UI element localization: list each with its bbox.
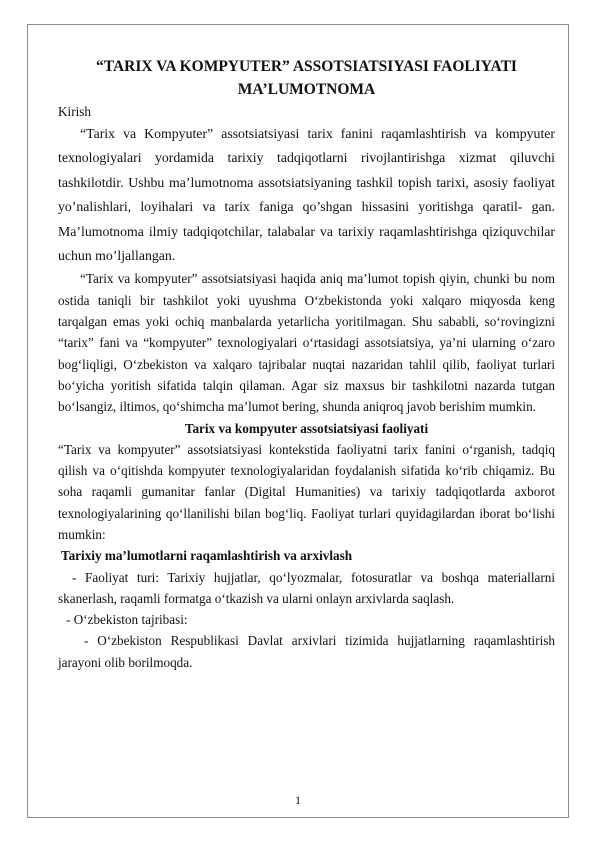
document-title: “TARIX VA KOMPYUTER” ASSOTSIATSIYASI FAOLIYATI MA’LUMOTNOMA — [96, 58, 517, 98]
intro-label: Kirish — [58, 104, 91, 119]
page-number: 1 — [295, 793, 301, 807]
section-heading: Tarix va kompyuter assotsiatsiyasi faoliyati — [184, 420, 429, 436]
document-body — [58, 55, 555, 673]
activity-type-paragraph: - Faoliyat turi: Tarixiy hujjatlar, qo‘lyozmalar, fotosuratlar va boshqa materiallarni skanerlash, raqamli formatga o‘tkazish va ularni onlayn arxivlarda saqlash. — [58, 569, 555, 606]
sub-heading: Tarixiy ma’lumotlarni raqamlashtirish va arxivlash — [61, 548, 353, 564]
intro-paragraph-2: “Tarix va kompyuter” assotsiatsiyasi haqida aniq ma’lumot topish qiyin, chunki bu nom ostida taniqli bir tashkilot yoki uyushma O‘zbekistonda yoki xalqaro miqyosda keng tarqalgan emas yoki ochiq manbalarda yetarlicha yoritilmagan. Shu sababli, so‘rovingizni “tarix” fani va “kompyuter” texnologiyalari o‘rtasidagi assotsiatsiya, ya’ni ularning o‘zaro bog‘liqligi, O‘zbekiston va xalqaro tajribalar nuqtai nazaridan tahlil qilib, faoliyat turlari bo‘yicha yoritish sifatida talqin qilaman. Agar siz maxsus bir tashkilotni nazarda tutgan bo‘lsangiz, iltimos, qo‘shimcha ma’lumot bering, shunda aniqroq javob berishim mumkin. — [58, 271, 555, 415]
experience-paragraph: - O‘zbekiston Respublikasi Davlat arxivlari tizimida hujjatlarning raqamlashtirish jarayoni olib borilmoqda. — [58, 633, 555, 670]
section-paragraph: “Tarix va kompyuter” assotsiatsiyasi kontekstida faoliyatni tarix fanini o‘rganish, tadqiq qilish va o‘qitishda kompyuter texnologiyalaridan foydalanish sifatida ko‘rib chiqamiz. Bu soha raqamli gumanitar fanlar (Digital Humanities) va tarixiy tadqiqotlarda axborot texnologiyalarining qo‘llanilishi bilan bog‘liq. Faoliyat turlari quyidagilardan iborat bo‘lishi mumkin: — [58, 441, 555, 542]
intro-paragraph-1: “Tarix va Kompyuter” assotsiatsiyasi tarix fanini raqamlashtirish va kompyuter texnologiyalari yordamida tarixiy tadqiqotlarni rivojlantirishga xizmat qiluvchi tashkilotdir. Ushbu ma’lumotnoma assotsiatsiyaning tashkil topish tarixi, asosiy faoliyat yo’nalishlari, loyihalari va tarix faniga qo’shgan hissasini yoritishga qaratil- gan. Ma’lumotnoma ilmiy tadqiqotchilar, talabalar va tarixiy raqamlashtirishga qiziquvchilar uchun mo’ljallangan. — [58, 126, 555, 264]
experience-label: - O‘zbekiston tajribasi: — [66, 612, 188, 628]
